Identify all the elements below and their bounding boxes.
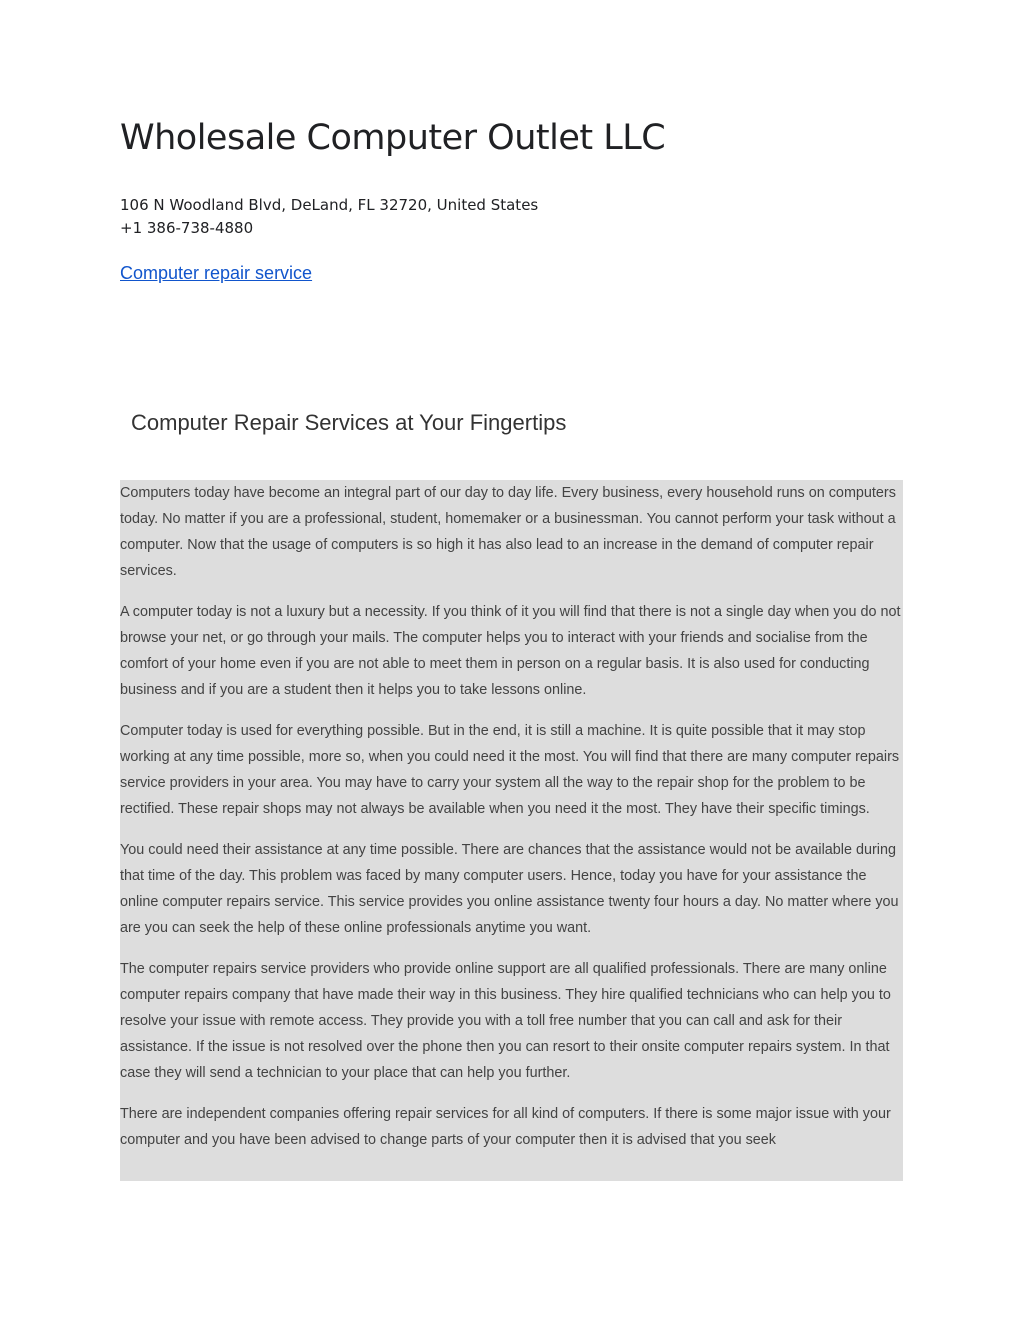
computer-repair-service-link[interactable]: Computer repair service — [120, 263, 313, 283]
article-paragraph: There are independent companies offering repair services for all kind of computers. If there is some major issue with your computer and you have been advised to change parts of your computer then it is advised that you seek — [120, 1106, 891, 1148]
page-title: Wholesale Computer Outlet LLC — [120, 118, 666, 158]
article-paragraph: Computer today is used for everything possible. But in the end, it is still a machine. It is quite possible that it may stop working at any time possible, more so, when you could need it the most. You will find that there are many computer repairs service providers in your area. You may have to carry your system all the way to the repair shop for the problem to be rectified. These repair shops may not always be available when you need it the most. They have their specific timings. — [120, 723, 900, 817]
article-heading: Computer Repair Services at Your Fingertips — [131, 410, 567, 435]
article-paragraph: Computers today have become an integral part of our day to day life. Every business, every household runs on computers today. No matter if you are a professional, student, homemaker or a businessman. You cannot perform your task without a computer. Now that the usage of computers is so high it has also lead to an increase in the demand of computer repair services. — [120, 485, 896, 579]
article-body — [120, 480, 903, 1181]
business-phone: +1 386-738-4880 — [120, 219, 254, 237]
article-paragraph: You could need their assistance at any time possible. There are chances that the assistance would not be available during that time of the day. This problem was faced by many computer users. Hence, today you have for your assistance the online computer repairs service. This service provides you online assistance twenty four hours a day. No matter where you are you can seek the help of these online professionals anytime you want. — [120, 842, 899, 936]
business-address: 106 N Woodland Blvd, DeLand, FL 32720, United States — [120, 196, 539, 214]
contact-info — [120, 194, 538, 240]
article-paragraph: A computer today is not a luxury but a necessity. If you think of it you will find that there is not a single day when you do not browse your net, or go through your mails. The computer helps you to interact with your friends and socialise from the comfort of your home even if you are not able to meet them in person on a regular basis. It is also used for conducting business and if you are a student then it helps you to take lessons online. — [120, 604, 901, 698]
article-paragraph: The computer repairs service providers who provide online support are all qualified professionals. There are many online computer repairs company that have made their way in this business. They hire qualified technicians who can help you to resolve your issue with remote access. They provide you with a toll free number that you can call and ask for their assistance. If the issue is not resolved over the phone then you can resort to their onsite computer repairs system. In that case they will send a technician to your place that can help you further. — [120, 961, 891, 1081]
